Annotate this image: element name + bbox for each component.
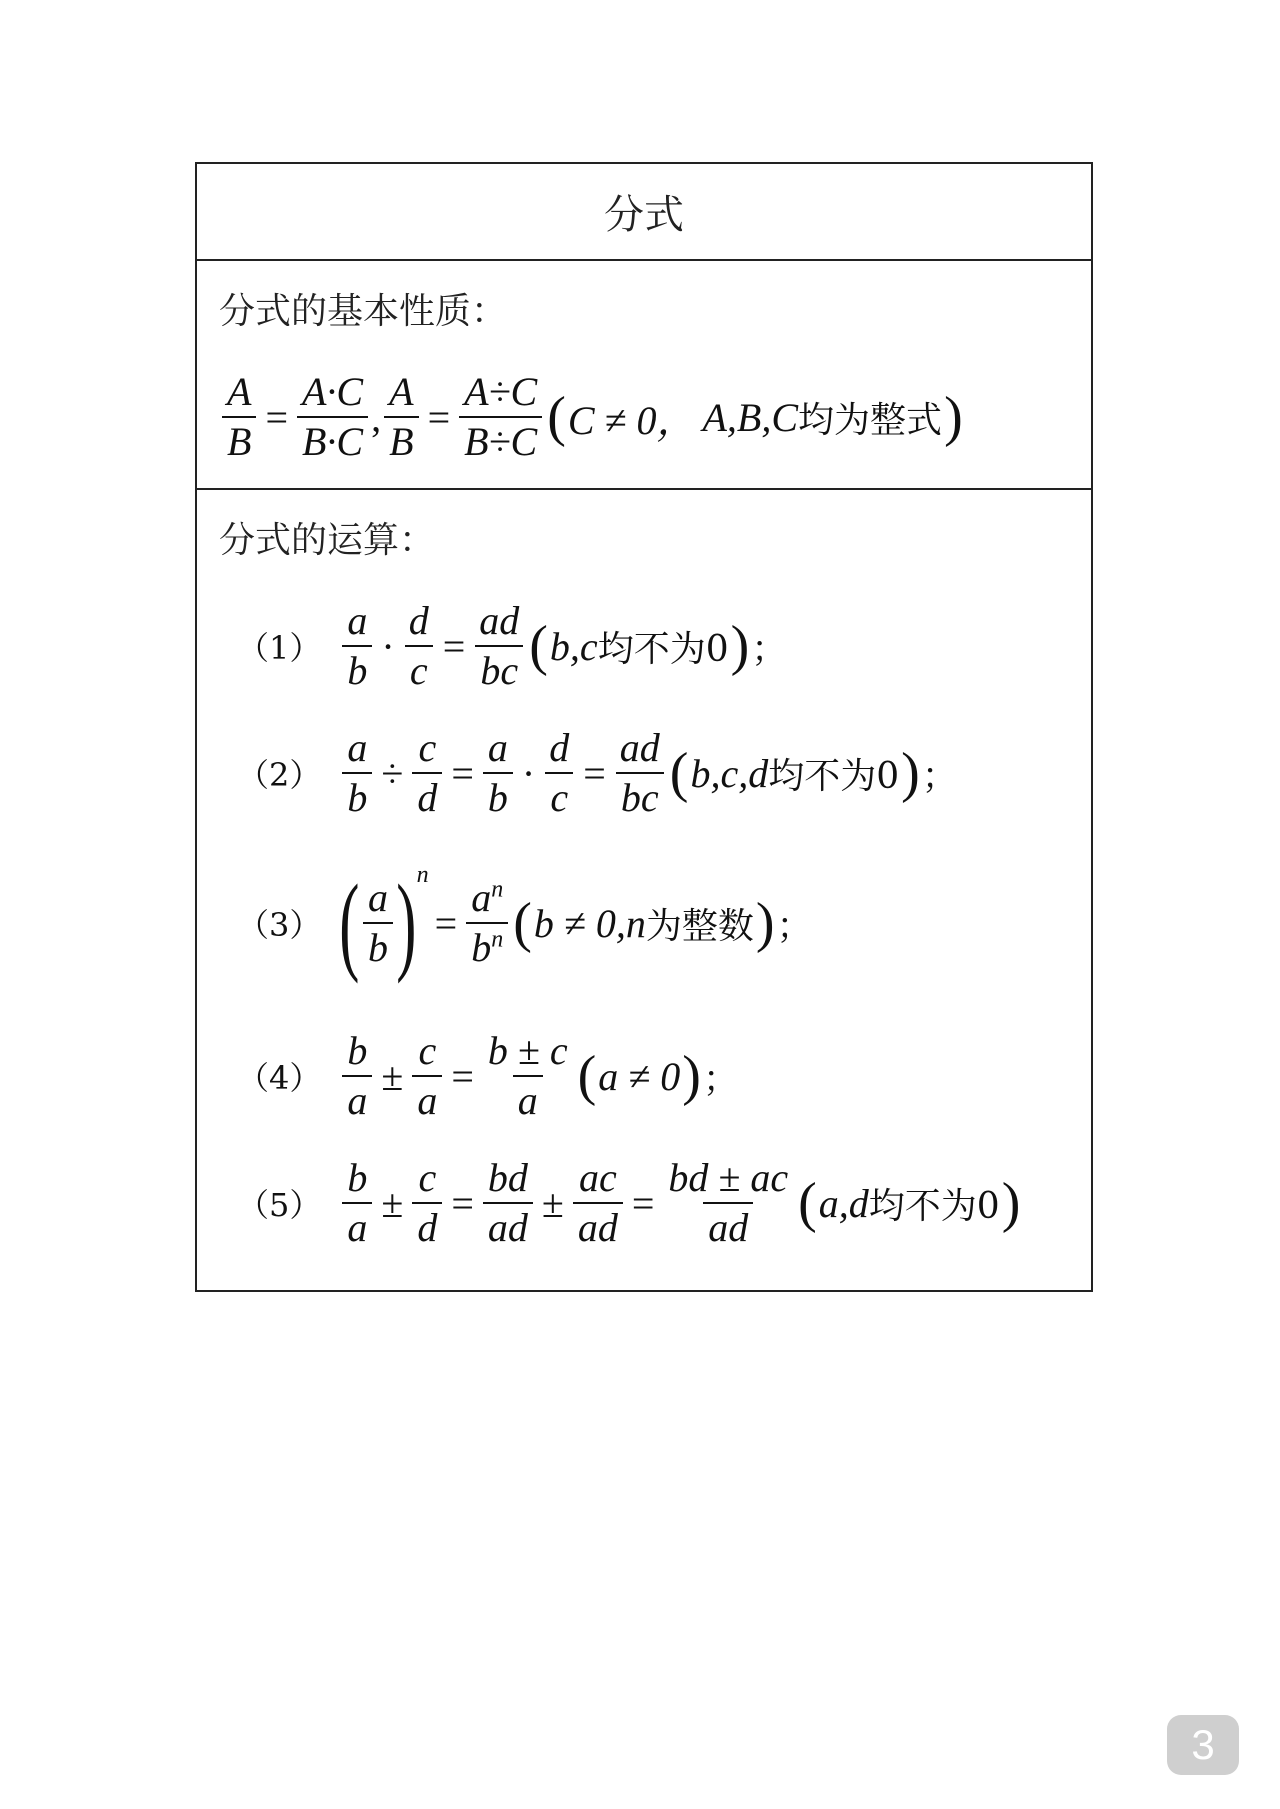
operation-row-2 [237, 727, 958, 819]
formula-table [195, 162, 1093, 1292]
fraction: $\frac{d}{c}$ [404, 600, 434, 692]
fraction-adivc-over-bdivc: $\frac{A\div C}{B\div C}$ [459, 371, 542, 463]
fraction: $\frac{c}{d}$ [412, 1157, 442, 1249]
fraction: $\frac{a}{b}$ [342, 600, 372, 692]
comma: , [371, 394, 382, 440]
left-paren: ( [798, 1172, 817, 1234]
left-paren: ( [577, 1045, 597, 1107]
operations-section [197, 490, 1091, 1290]
left-paren: ( [529, 615, 548, 677]
exponent-n: n [416, 862, 429, 888]
fraction: $\frac{a}{b}$ [342, 727, 372, 819]
operation-row-5 [237, 1157, 1022, 1249]
table-title: 分式 [604, 192, 684, 238]
item-label: （4） [237, 1059, 322, 1097]
plus-minus-operator: ± [381, 1053, 404, 1099]
operation-row-1 [237, 600, 787, 692]
right-paren: ) [944, 386, 963, 448]
fraction-ac-over-bc: $\frac{A\cdot C}{B\cdot C}$ [297, 371, 368, 463]
right-paren: ) [682, 1045, 701, 1107]
condition-vars: a,d [818, 1180, 869, 1226]
basic-property-section [197, 261, 1091, 490]
fraction: $\frac{bd \pm ac}{ad}$ [668, 1155, 789, 1250]
item-label: （2） [237, 756, 322, 794]
left-paren: ( [547, 386, 566, 448]
condition-text: 均不为0 [868, 1185, 1000, 1227]
item-label: （3） [237, 906, 322, 944]
fraction: $\frac{c}{d}$ [412, 727, 442, 819]
condition-text: 为整数 [645, 905, 754, 947]
row-end-punct: ； [921, 755, 958, 797]
equals-sign: = [631, 1180, 655, 1226]
fraction: $\frac{b}{a}$ [342, 1157, 372, 1249]
fraction-a-over-b-2: $\frac{A}{B}$ [384, 371, 418, 463]
row-end-punct: ； [751, 628, 788, 670]
equals-sign: = [583, 750, 606, 796]
left-paren: ( [513, 892, 532, 954]
basic-property-formula [219, 371, 965, 463]
fraction: $\frac{b}{a}$ [342, 1030, 372, 1122]
fraction: $\frac{ad}{bc}$ [615, 727, 665, 819]
item-label: （1） [237, 629, 322, 667]
divide-operator: ÷ [381, 750, 404, 796]
condition-vars: b,c [549, 623, 598, 669]
condition-text: 均为整式 [798, 399, 943, 441]
dot-operator: · [381, 623, 395, 669]
row-end-punct: ； [776, 905, 813, 947]
plus-minus-operator: ± [381, 1180, 404, 1226]
operation-row-3 [237, 862, 813, 984]
fraction-a-over-b: $\frac{A}{B}$ [222, 371, 256, 463]
fraction: $\frac{a}{b}$ [363, 877, 393, 969]
fraction: $\frac{bd}{ad}$ [483, 1157, 533, 1249]
left-paren: ( [669, 742, 689, 804]
fraction: $\frac{b \pm c}{a}$ [487, 1028, 568, 1123]
right-paren: ) [1001, 1172, 1021, 1234]
page-number-badge: 3 [1167, 1715, 1239, 1775]
fraction: $\frac{c}{a}$ [412, 1030, 442, 1122]
equals-sign: = [434, 900, 458, 946]
fraction: $\frac{a}{b}$ [483, 727, 513, 819]
fraction: $\frac{ac}{ad}$ [573, 1157, 623, 1249]
condition-vars: b,c,d [690, 750, 769, 796]
row-end-punct: ； [702, 1058, 739, 1100]
right-paren: ) [730, 615, 750, 677]
condition-text: 均不为0 [768, 755, 900, 797]
fraction: $\frac{a^n}{b^n}$ [466, 877, 508, 969]
plus-minus-operator: ± [541, 1180, 564, 1226]
equals-sign: = [451, 1180, 474, 1226]
fraction: $\frac{ad}{bc}$ [474, 600, 524, 692]
equals-sign: = [451, 750, 474, 796]
equals-sign: = [442, 623, 466, 669]
table-title-cell [197, 164, 1091, 261]
basic-property-heading: 分式的基本性质： [219, 291, 508, 332]
operation-row-4 [237, 1030, 739, 1122]
equals-sign: = [265, 394, 288, 440]
left-big-paren: ( [339, 862, 360, 984]
operations-heading: 分式的运算： [219, 520, 436, 561]
right-big-paren: ) [396, 862, 417, 984]
right-paren: ) [901, 742, 920, 804]
equals-sign: = [427, 394, 451, 440]
condition-text: 均不为0 [597, 628, 729, 670]
condition-vars: a ≠ 0 [598, 1053, 681, 1099]
right-paren: ) [755, 892, 775, 954]
condition-c-nonzero: C ≠ 0， [567, 397, 697, 443]
condition-vars: b ≠ 0,n [533, 900, 646, 946]
fraction: $\frac{d}{c}$ [544, 727, 574, 819]
equals-sign: = [451, 1053, 474, 1099]
dot-operator: · [521, 750, 536, 796]
condition-vars: A,B,C [702, 394, 799, 440]
item-label: （5） [237, 1186, 322, 1224]
